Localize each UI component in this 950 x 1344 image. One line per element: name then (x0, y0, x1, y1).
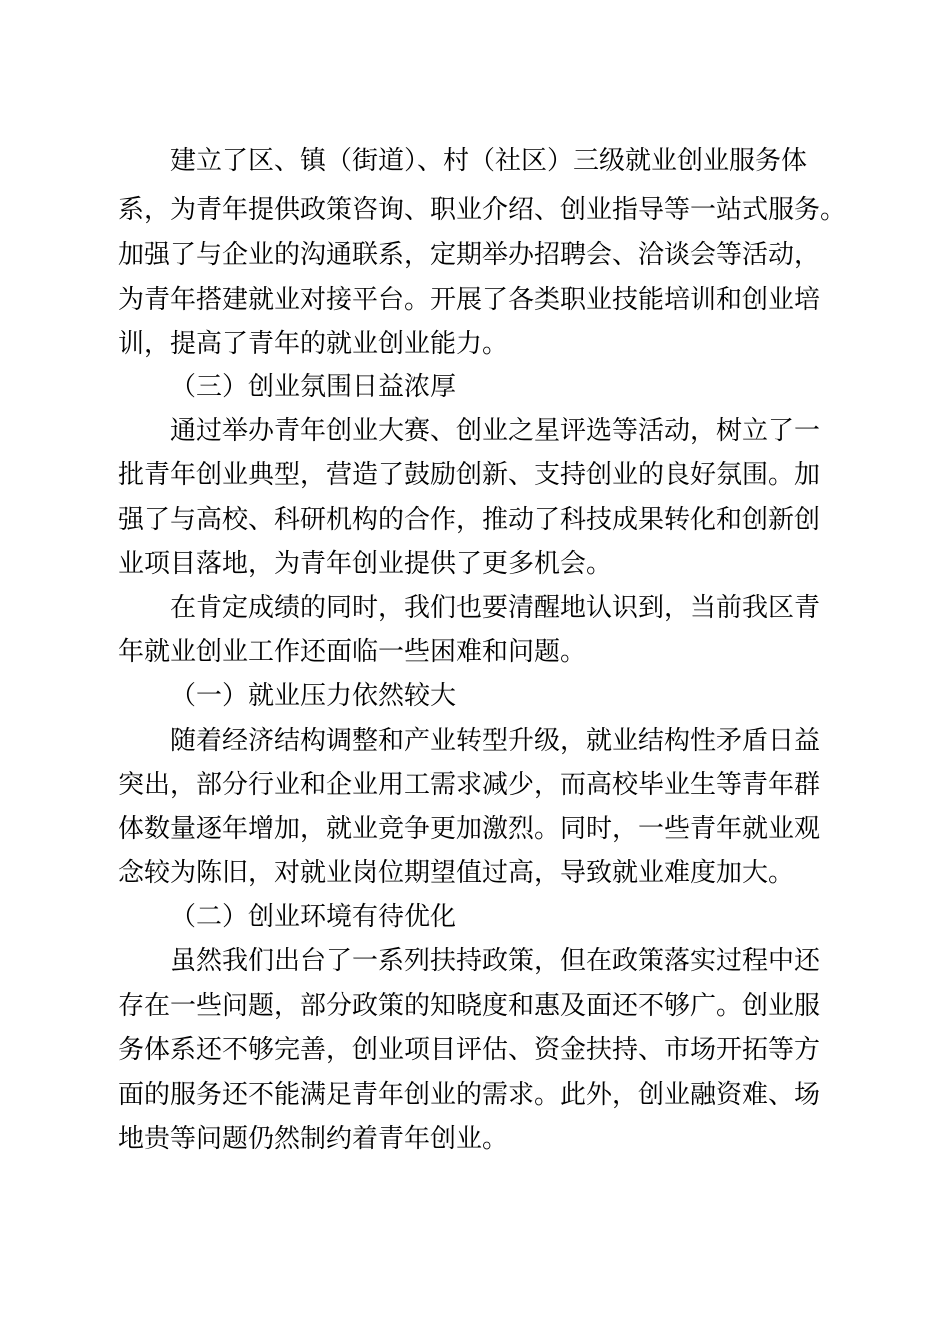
text-line-17: 念较为陈旧，对就业岗位期望值过高，导致就业难度加大。 (118, 858, 795, 888)
text-line-10: 业项目落地，为青年创业提供了更多机会。 (118, 549, 613, 579)
text-line-9: 强了与高校、科研机构的合作，推动了科技成果转化和创新创 (118, 505, 821, 535)
text-line-2: 系，为青年提供政策咨询、职业介绍、创业指导等一站式服务。 (118, 195, 847, 225)
text-line-20: 存在一些问题，部分政策的知晓度和惠及面还不够广。创业服 (118, 991, 821, 1021)
text-line-11: 在肯定成绩的同时，我们也要清醒地认识到，当前我区青 (170, 593, 821, 623)
text-line-5: 训，提高了青年的就业创业能力。 (118, 329, 509, 359)
text-line-21: 务体系还不够完善，创业项目评估、资金扶持、市场开拓等方 (118, 1035, 821, 1065)
text-line-16: 体数量逐年增加，就业竞争更加激烈。同时，一些青年就业观 (118, 814, 821, 844)
text-line-23: 地贵等问题仍然制约着青年创业。 (118, 1124, 509, 1154)
text-line-15: 突出，部分行业和企业用工需求减少，而高校毕业生等青年群 (118, 770, 821, 800)
text-line-8: 批青年创业典型，营造了鼓励创新、支持创业的良好氛围。加 (118, 460, 821, 490)
text-line-7: 通过举办青年创业大赛、创业之星评选等活动，树立了一 (170, 416, 821, 446)
text-line-22: 面的服务还不能满足青年创业的需求。此外，创业融资难、场 (118, 1080, 821, 1110)
section-heading-1: （一）就业压力依然较大 (170, 681, 457, 711)
text-line-4: 为青年搭建就业对接平台。开展了各类职业技能培训和创业培 (118, 285, 821, 315)
text-line-14: 随着经济结构调整和产业转型升级，就业结构性矛盾日益 (170, 726, 821, 756)
text-line-19: 虽然我们出台了一系列扶持政策，但在政策落实过程中还 (170, 946, 821, 976)
section-heading-3: （三）创业氛围日益浓厚 (170, 372, 457, 402)
text-line-1: 建立了区、镇（街道）、村（社区）三级就业创业服务体 (170, 146, 808, 176)
section-heading-2: （二）创业环境有待优化 (170, 902, 457, 932)
text-line-12: 年就业创业工作还面临一些困难和问题。 (118, 637, 587, 667)
text-line-3: 加强了与企业的沟通联系，定期举办招聘会、洽谈会等活动， (118, 240, 821, 270)
